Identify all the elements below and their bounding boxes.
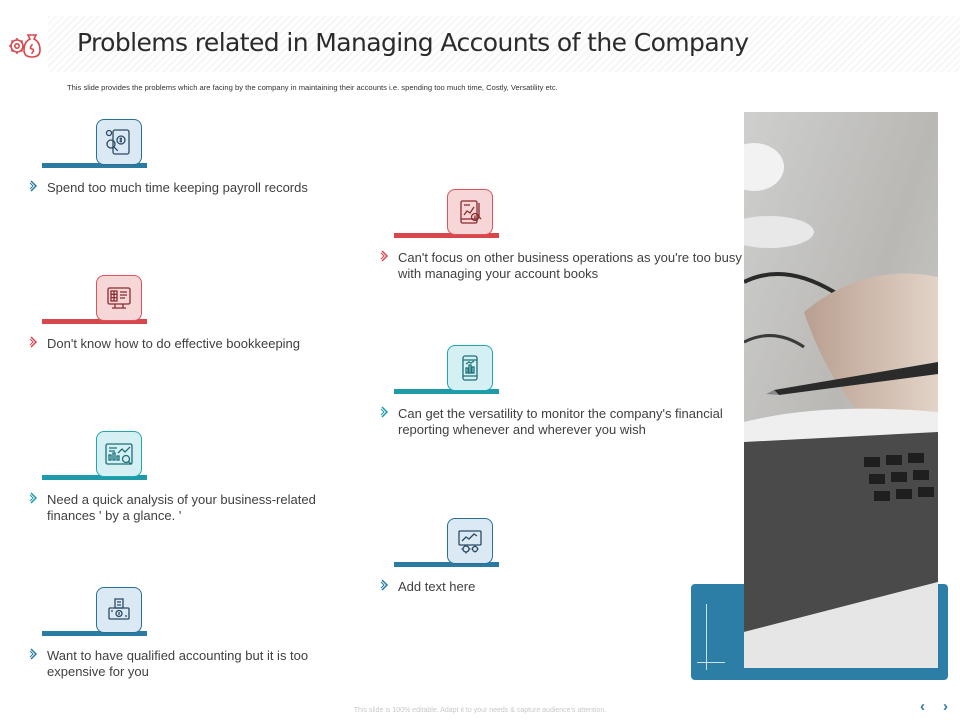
- problem-text[interactable]: Add text here: [398, 579, 476, 594]
- footer-note: This slide is 100% editable. Adapt it to your needs & capture audience's attention.: [353, 707, 607, 714]
- page-title: Problems related in Managing Accounts of the Company: [77, 28, 749, 57]
- mobile-chart-icon: [447, 345, 493, 391]
- gear-chart-icon: [447, 518, 493, 564]
- chevron-right-icon: [380, 250, 390, 262]
- page-subtitle: This slide provides the problems which are facing by the company in maintaining their accounts i.e. spending too much time, Costly, Versatility etc.: [67, 83, 558, 92]
- chevron-right-icon: [29, 180, 39, 192]
- report-icon: [447, 189, 493, 235]
- chevron-right-icon: [29, 648, 39, 660]
- problem-text: Can get the versatility to monitor the company's financial reporting whenever and wherever you wish: [398, 406, 723, 437]
- frame-guide-line: [697, 662, 725, 663]
- prev-slide-button[interactable]: ‹: [920, 698, 925, 715]
- next-slide-button[interactable]: ›: [943, 698, 948, 715]
- chevron-right-icon: [29, 336, 39, 348]
- problem-text: Don't know how to do effective bookkeeping: [47, 336, 301, 351]
- problem-text: Want to have qualified accounting but it is too expensive for you: [47, 648, 309, 679]
- chevron-right-icon: [380, 406, 390, 418]
- chevron-right-icon: [380, 579, 390, 591]
- payroll-icon: [96, 119, 142, 165]
- calculator-icon: [96, 275, 142, 321]
- problem-text: Spend too much time keeping payroll records: [47, 180, 308, 195]
- problem-text: Need a quick analysis of your business-related finances ' by a glance. ': [47, 492, 316, 523]
- analysis-icon: [96, 431, 142, 477]
- money-icon: [96, 587, 142, 633]
- problem-text: Can't focus on other business operations as you're too busy with managing your account books: [398, 250, 742, 281]
- frame-guide-line: [706, 604, 707, 670]
- chevron-right-icon: [29, 492, 39, 504]
- calculator-hand-photo: [744, 112, 938, 668]
- money-bag-logo-icon: [6, 26, 42, 62]
